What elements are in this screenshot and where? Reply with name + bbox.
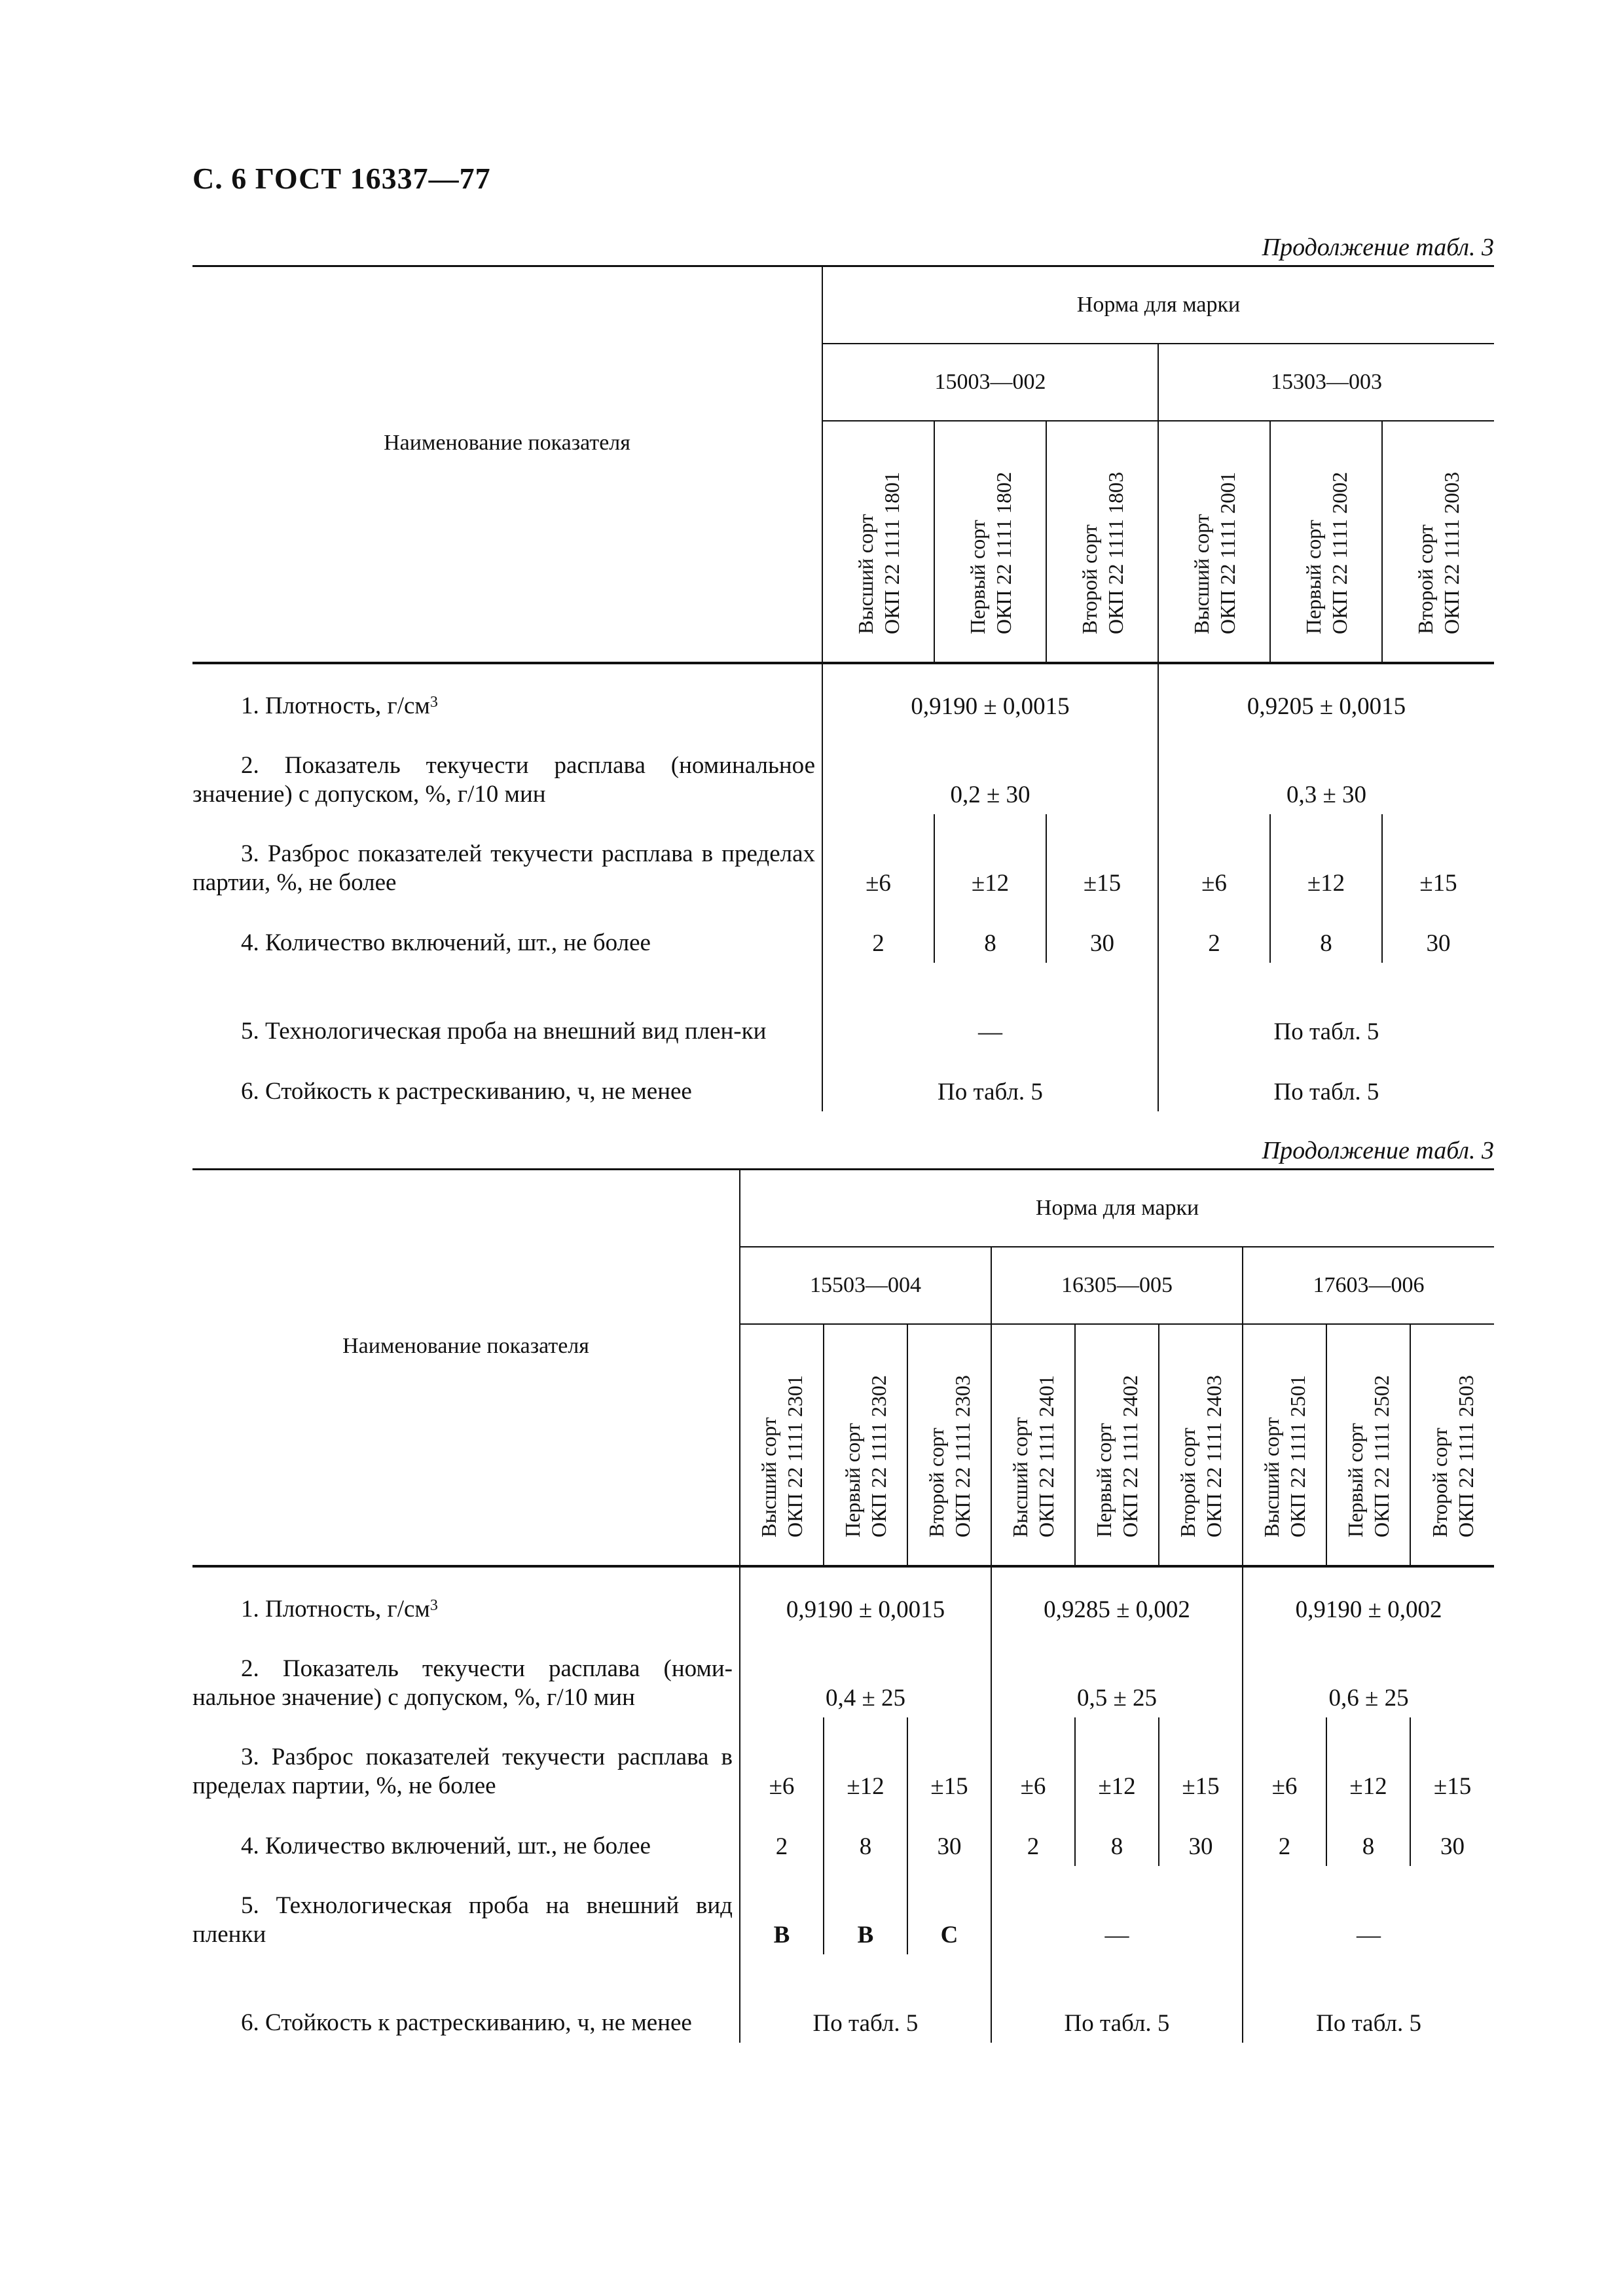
- value-cell: По табл. 5: [1273, 1018, 1379, 1045]
- value-cell: ±15: [1433, 1772, 1472, 1800]
- grade-header: Высший сорт ОКП 22 1111 2401: [991, 1324, 1075, 1566]
- table-row: [192, 663, 1494, 726]
- grade-header: Высший сорт ОКП 22 1111 2501: [1243, 1324, 1326, 1566]
- value-cell: По табл. 5: [991, 1954, 1243, 2043]
- table-row: [192, 1629, 1494, 1717]
- value-cell: 0,4 ± 25: [740, 1629, 991, 1717]
- value-cell: ±12: [934, 814, 1046, 903]
- table-1: [192, 265, 1494, 1111]
- value-cell: В: [740, 1866, 824, 1954]
- value-cell: —: [1357, 1921, 1381, 1948]
- value-cell: ±15: [907, 1717, 991, 1806]
- table-row: [192, 903, 1494, 963]
- value-cell: 0,9190 ± 0,0015: [822, 663, 1158, 726]
- value-cell: —: [991, 1866, 1243, 1954]
- value-cell: ±6: [740, 1717, 824, 1806]
- grade-header: Второй сорт ОКП 22 1111 1803: [1046, 421, 1158, 663]
- value-cell: ±12: [824, 1717, 907, 1806]
- value-cell: 0,9190 ± 0,002: [1295, 1596, 1442, 1623]
- continuation-label-1: Продолжение табл. 3: [1262, 234, 1494, 261]
- value-cell: 0,9205 ± 0,0015: [1247, 692, 1406, 720]
- table-row: [192, 1717, 1494, 1806]
- value-cell: ±6: [1158, 814, 1270, 903]
- value-cell: В: [824, 1866, 907, 1954]
- value-cell: 8: [1270, 903, 1382, 963]
- indicator-name: 1. Плотность, $г/см^3$: [192, 663, 822, 726]
- norm-header: Норма для марки: [822, 266, 1494, 344]
- indicator-name: 4. Количество включений, шт., не более: [192, 1806, 740, 1866]
- grade-header: Первый сорт ОКП 22 1111 2402: [1075, 1324, 1159, 1566]
- indicator-name: 4. Количество включений, шт., не более: [192, 903, 822, 963]
- grade-header: Второй сорт ОКП 22 1111 2503: [1410, 1324, 1494, 1566]
- grade-header: Второй сорт ОКП 22 1111 2403: [1159, 1324, 1243, 1566]
- mark-header: 15303—003: [1158, 344, 1494, 421]
- value-cell: ±15: [1419, 869, 1457, 897]
- indicator-name: 2. Показатель текучести расплава (номинальное значение) с допуском, %, г/10 мин: [192, 726, 822, 814]
- grade-header: Первый сорт ОКП 22 1111 2502: [1326, 1324, 1410, 1566]
- table-row: [192, 1806, 1494, 1866]
- grade-header: Высший сорт ОКП 22 1111 2301: [740, 1324, 824, 1566]
- table-row: [192, 814, 1494, 903]
- column-name-header: Наименование показателя: [192, 266, 822, 663]
- value-cell: ±12: [1326, 1717, 1410, 1806]
- indicator-name: 5. Технологическая проба на внешний вид пленки: [192, 1866, 740, 1954]
- grade-header: Высший сорт ОКП 22 1111 2001: [1158, 421, 1270, 663]
- value-cell: 0,9285 ± 0,002: [991, 1566, 1243, 1629]
- grade-header: Второй сорт ОКП 22 1111 2003: [1382, 421, 1494, 663]
- table-row: [192, 1566, 1494, 1629]
- indicator-name: 6. Стойкость к растрескиванию, ч, не менее: [192, 1954, 740, 2043]
- grade-header: Первый сорт ОКП 22 1111 2302: [824, 1324, 907, 1566]
- value-cell: 0,3 ± 30: [1286, 781, 1367, 808]
- value-cell: ±6: [991, 1717, 1075, 1806]
- value-cell: 8: [1075, 1806, 1159, 1866]
- value-cell: По табл. 5: [740, 1954, 991, 2043]
- value-cell: 30: [1046, 903, 1158, 963]
- value-cell: 0,5 ± 25: [991, 1629, 1243, 1717]
- value-cell: 8: [1326, 1806, 1410, 1866]
- value-cell: ±6: [822, 814, 934, 903]
- indicator-name: 3. Разброс показателей текучести расплава в пределах партии, %, не более: [192, 1717, 740, 1806]
- value-cell: По табл. 5: [1316, 2009, 1421, 2037]
- mark-header: 16305—005: [991, 1247, 1243, 1324]
- table-row: [192, 726, 1494, 814]
- value-cell: 8: [824, 1806, 907, 1866]
- mark-header: 17603—006: [1243, 1247, 1494, 1324]
- continuation-label-2: Продолжение табл. 3: [1262, 1137, 1494, 1164]
- value-cell: 2: [1158, 903, 1270, 963]
- value-cell: 30: [907, 1806, 991, 1866]
- mark-header: 15503—004: [740, 1247, 991, 1324]
- value-cell: 2: [740, 1806, 824, 1866]
- value-cell: 2: [1243, 1806, 1326, 1866]
- value-cell: 2: [822, 903, 934, 963]
- value-cell: 2: [991, 1806, 1075, 1866]
- value-cell: 0,6 ± 25: [1328, 1684, 1409, 1712]
- table-2: [192, 1168, 1494, 2043]
- table-row: [192, 1866, 1494, 1954]
- table-row: [192, 1954, 1494, 2043]
- value-cell: ±15: [1046, 814, 1158, 903]
- indicator-name: 2. Показатель текучести расплава (номи-нальное значение) с допуском, %, г/10 мин: [192, 1629, 740, 1717]
- grade-header: Второй сорт ОКП 22 1111 2303: [907, 1324, 991, 1566]
- value-cell: ±12: [1270, 814, 1382, 903]
- grade-header: Первый сорт ОКП 22 1111 1802: [934, 421, 1046, 663]
- value-cell: С: [907, 1866, 991, 1954]
- value-cell: 8: [934, 903, 1046, 963]
- norm-header: Норма для марки: [740, 1170, 1494, 1247]
- page-header: С. 6 ГОСТ 16337—77: [192, 162, 491, 195]
- column-name-header: Наименование показателя: [192, 1170, 740, 1566]
- value-cell: ±15: [1159, 1717, 1243, 1806]
- indicator-name: 5. Технологическая проба на внешний вид плен-ки: [192, 963, 822, 1051]
- value-cell: ±6: [1243, 1717, 1326, 1806]
- grade-header: Первый сорт ОКП 22 1111 2002: [1270, 421, 1382, 663]
- value-cell: По табл. 5: [1273, 1078, 1379, 1105]
- mark-header: 15003—002: [822, 344, 1158, 421]
- grade-header: Высший сорт ОКП 22 1111 1801: [822, 421, 934, 663]
- value-cell: 30: [1440, 1833, 1465, 1860]
- value-cell: ±12: [1075, 1717, 1159, 1806]
- value-cell: По табл. 5: [822, 1051, 1158, 1111]
- value-cell: 30: [1159, 1806, 1243, 1866]
- value-cell: 0,2 ± 30: [822, 726, 1158, 814]
- indicator-name: 1. Плотность, $г/см^3$: [192, 1566, 740, 1629]
- value-cell: 30: [1426, 929, 1451, 957]
- table-row: [192, 1051, 1494, 1111]
- value-cell: 0,9190 ± 0,0015: [740, 1566, 991, 1629]
- table-row: [192, 963, 1494, 1051]
- indicator-name: 3. Разброс показателей текучести расплава в пределах партии, %, не более: [192, 814, 822, 903]
- indicator-name: 6. Стойкость к растрескиванию, ч, не менее: [192, 1051, 822, 1111]
- value-cell: —: [822, 963, 1158, 1051]
